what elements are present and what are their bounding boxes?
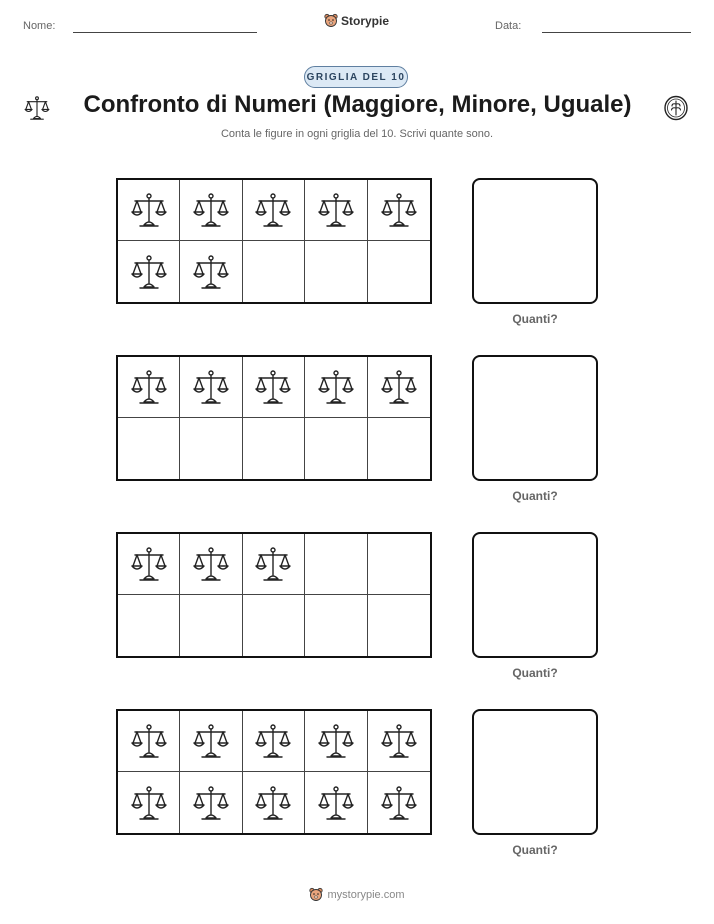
ten-frame-cell (180, 595, 242, 656)
date-label: Data: (495, 20, 522, 32)
balance-scale-icon (129, 252, 169, 292)
ten-frame-cell (180, 711, 242, 772)
ten-frame-cell (180, 180, 242, 241)
ten-frame-cell (305, 241, 367, 302)
balance-scale-icon (191, 252, 231, 292)
balance-scale-icon (379, 721, 419, 761)
ten-frame-cell (243, 772, 305, 833)
balance-scale-icon (191, 367, 231, 407)
balance-scale-icon (23, 94, 51, 122)
answer-box-2[interactable] (472, 355, 598, 481)
ten-frame-cell (118, 357, 180, 418)
ten-frame-cell (305, 357, 367, 418)
ten-frame-cell (368, 241, 430, 302)
ten-frame-cell (305, 595, 367, 656)
count-prompt-3: Quanti? (512, 666, 558, 680)
ten-frame-cell (180, 418, 242, 479)
ten-frame-cell (368, 418, 430, 479)
ten-frame-cell (243, 534, 305, 595)
balance-scale-icon (316, 190, 356, 230)
name-line (73, 32, 257, 33)
ten-frame-1 (116, 178, 432, 304)
ten-frame-4 (116, 709, 432, 835)
balance-scale-icon (316, 367, 356, 407)
ten-frame-cell (305, 534, 367, 595)
balance-scale-icon (191, 190, 231, 230)
ten-frame-cell (118, 180, 180, 241)
storypie-bear-icon (324, 13, 338, 28)
ten-frame-cell (180, 772, 242, 833)
ten-frame-cell (180, 241, 242, 302)
ten-frame-cell (305, 772, 367, 833)
ten-frame-cell (368, 180, 430, 241)
balance-scale-icon (316, 783, 356, 823)
answer-box-1[interactable] (472, 178, 598, 304)
answer-box-3[interactable] (472, 532, 598, 658)
balance-scale-icon (129, 367, 169, 407)
ten-frame-3 (116, 532, 432, 658)
ten-frame-cell (368, 772, 430, 833)
leaf-badge-icon (663, 95, 689, 121)
ten-frame-cell (368, 357, 430, 418)
balance-scale-icon (379, 190, 419, 230)
balance-scale-icon (191, 544, 231, 584)
balance-scale-icon (253, 783, 293, 823)
ten-frame-cell (305, 711, 367, 772)
ten-frame-cell (243, 418, 305, 479)
balance-scale-icon (253, 721, 293, 761)
answer-box-4[interactable] (472, 709, 598, 835)
ten-frame-cell (243, 711, 305, 772)
balance-scale-icon (253, 190, 293, 230)
ten-frame-cell (118, 418, 180, 479)
ten-frame-cell (118, 241, 180, 302)
ten-frame-cell (180, 357, 242, 418)
balance-scale-icon (379, 783, 419, 823)
balance-scale-icon (129, 544, 169, 584)
balance-scale-icon (253, 367, 293, 407)
worksheet-badge: GRIGLIA DEL 10 (304, 66, 408, 88)
name-label: Nome: (23, 20, 56, 32)
balance-scale-icon (316, 721, 356, 761)
ten-frame-cell (118, 595, 180, 656)
date-line (542, 32, 691, 33)
ten-frame-cell (305, 180, 367, 241)
ten-frame-cell (305, 418, 367, 479)
ten-frame-cell (243, 241, 305, 302)
count-prompt-2: Quanti? (512, 489, 558, 503)
balance-scale-icon (379, 367, 419, 407)
ten-frame-2 (116, 355, 432, 481)
footer-url: mystorypie.com (327, 888, 405, 901)
count-prompt-4: Quanti? (512, 843, 558, 857)
ten-frame-cell (243, 595, 305, 656)
ten-frame-cell (368, 595, 430, 656)
ten-frame-cell (180, 534, 242, 595)
storypie-bear-icon (309, 887, 323, 902)
instructions: Conta le figure in ogni griglia del 10. Scrivi quante sono. (220, 128, 494, 140)
ten-frame-cell (243, 357, 305, 418)
balance-scale-icon (129, 783, 169, 823)
brand-logo (324, 13, 389, 28)
footer (0, 887, 714, 902)
balance-scale-icon (253, 544, 293, 584)
brand-name: Storypie (341, 13, 390, 28)
ten-frame-cell (118, 711, 180, 772)
balance-scale-icon (191, 783, 231, 823)
count-prompt-1: Quanti? (512, 312, 558, 326)
ten-frame-cell (243, 180, 305, 241)
balance-scale-icon (191, 721, 231, 761)
ten-frame-cell (368, 534, 430, 595)
balance-scale-icon (129, 190, 169, 230)
ten-frame-cell (118, 772, 180, 833)
balance-scale-icon (129, 721, 169, 761)
ten-frame-cell (368, 711, 430, 772)
page-title: Confronto di Numeri (Maggiore, Minore, Uguale) (83, 91, 632, 118)
ten-frame-cell (118, 534, 180, 595)
